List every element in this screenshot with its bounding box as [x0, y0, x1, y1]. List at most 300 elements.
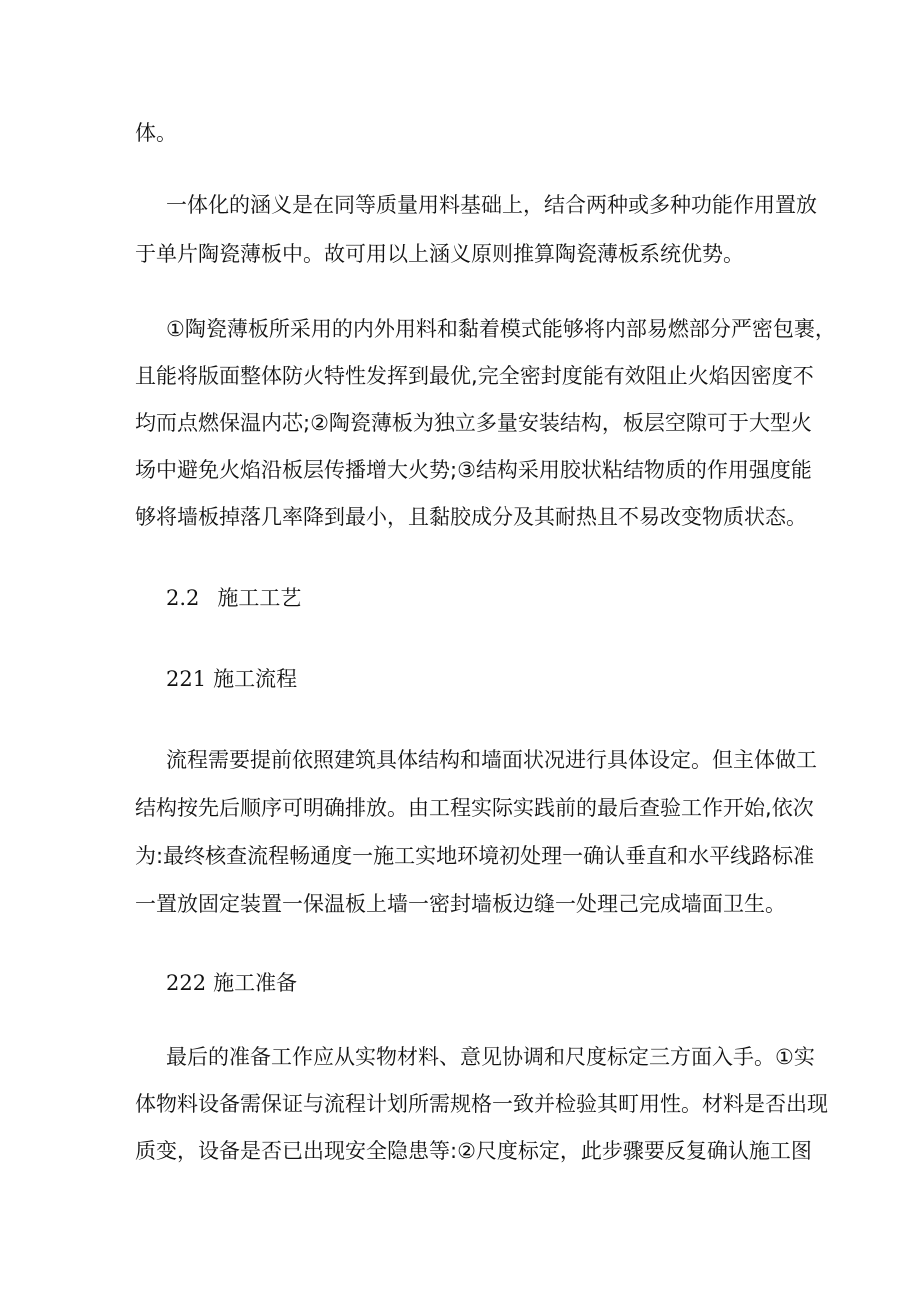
glyph: 认 [727, 1139, 749, 1163]
section-heading [0, 580, 920, 616]
glyph: 定 [538, 1139, 560, 1163]
glyph: ; [450, 458, 458, 482]
glyph: 部 [688, 317, 710, 341]
glyph: 流 [247, 844, 269, 868]
glyph: 建 [334, 748, 355, 772]
glyph: 面 [219, 364, 240, 388]
glyph: 度 [331, 844, 353, 868]
glyph: 性 [660, 1092, 681, 1116]
paragraph-line [0, 1086, 828, 1122]
glyph: 构 [496, 458, 518, 482]
glyph: 或 [628, 193, 649, 217]
glyph: 实 [471, 796, 492, 820]
glyph: 可 [706, 411, 728, 435]
glyph: 序 [261, 796, 282, 820]
paragraph-line: 一置放固定装置一保温板上墙一密封墙板边缝一处理己完成墙面卫生。 [135, 892, 786, 916]
glyph: 内 [604, 317, 626, 341]
glyph: , [765, 796, 772, 820]
glyph: 程 [345, 1092, 366, 1116]
glyph: 可 [282, 796, 303, 820]
glyph: 能 [541, 317, 563, 341]
glyph: 由 [408, 796, 429, 820]
glyph: 陶 [328, 411, 350, 435]
glyph: 用 [418, 193, 439, 217]
glyph: 陶 [184, 317, 206, 341]
glyph: 和 [436, 317, 458, 341]
glyph: 实 [793, 1045, 815, 1069]
glyph: 工 [429, 796, 450, 820]
glyph: 结 [544, 193, 565, 217]
glyph: 设 [198, 1139, 219, 1163]
glyph: 础 [481, 193, 502, 217]
glyph: 、 [439, 1045, 460, 1069]
glyph: 密 [519, 364, 541, 388]
paragraph-line: 于单片陶瓷薄板中。故可用以上涵义原则推算陶瓷薄板系统优势。 [135, 242, 744, 266]
glyph: 瓷 [349, 411, 371, 435]
glyph: 工 [271, 1045, 292, 1069]
glyph: 其 [597, 1092, 618, 1116]
glyph: 物 [643, 458, 665, 482]
glyph: 初 [499, 844, 521, 868]
glyph: ② [457, 1139, 476, 1163]
glyph: 点 [177, 411, 198, 435]
paragraph-line [0, 311, 836, 347]
glyph: 隐 [387, 1139, 408, 1163]
glyph: 大 [748, 411, 770, 435]
glyph: 流 [324, 1092, 345, 1116]
glyph: 尺 [565, 1045, 586, 1069]
glyph: 整 [240, 364, 261, 388]
glyph: 准 [793, 844, 815, 868]
glyph: 现 [807, 1092, 828, 1116]
glyph: 先 [198, 796, 219, 820]
glyph: 平 [709, 844, 731, 868]
glyph: 标 [517, 1139, 539, 1163]
glyph: 方 [670, 1045, 691, 1069]
glyph: 按 [177, 796, 198, 820]
glyph: 此 [580, 1139, 602, 1163]
glyph: 结 [418, 748, 439, 772]
glyph: 基 [460, 193, 481, 217]
glyph: 三 [649, 1045, 670, 1069]
glyph: 料 [723, 1092, 744, 1116]
glyph: 免 [198, 458, 219, 482]
glyph: 质 [135, 1139, 156, 1163]
glyph: 板 [282, 458, 303, 482]
glyph: 。 [681, 1092, 702, 1116]
glyph: 反 [664, 1139, 686, 1163]
glyph: 阻 [645, 364, 667, 388]
glyph: 的 [208, 1045, 229, 1069]
glyph: ， [814, 317, 836, 341]
glyph: 和 [460, 748, 481, 772]
glyph: 患 [408, 1139, 429, 1163]
glyph: ② [310, 411, 329, 435]
glyph: 行 [586, 748, 607, 772]
glyph: 全 [498, 364, 520, 388]
glyph: 燃 [667, 317, 689, 341]
glyph: 燃 [198, 411, 219, 435]
glyph: 前 [555, 796, 576, 820]
paragraph-line [0, 358, 814, 394]
glyph: 并 [534, 1092, 555, 1116]
glyph: 度 [561, 364, 583, 388]
glyph: 是 [744, 1092, 765, 1116]
glyph: 实 [415, 844, 437, 868]
glyph: 安 [345, 1139, 366, 1163]
glyph: 否 [261, 1139, 282, 1163]
glyph: 为 [412, 411, 434, 435]
glyph: 验 [576, 1092, 597, 1116]
glyph: 查 [639, 796, 660, 820]
glyph: 采 [289, 317, 311, 341]
glyph: 结 [475, 458, 497, 482]
glyph: 播 [345, 458, 366, 482]
glyph: 进 [565, 748, 586, 772]
glyph: 致 [513, 1092, 534, 1116]
glyph: 依 [771, 796, 793, 820]
glyph: 是 [292, 193, 313, 217]
glyph: 着 [478, 317, 500, 341]
glyph: 定 [628, 1045, 649, 1069]
glyph: 焰 [240, 458, 261, 482]
glyph: 型 [769, 411, 791, 435]
glyph: 意 [460, 1045, 481, 1069]
glyph: 胶 [559, 458, 581, 482]
glyph: : [450, 1139, 458, 1163]
glyph: 裹 [793, 317, 815, 341]
glyph: 见 [481, 1045, 502, 1069]
glyph: 结 [622, 458, 644, 482]
glyph: 体 [397, 748, 418, 772]
glyph: ① [166, 317, 185, 341]
glyph: 且 [135, 364, 156, 388]
glyph: 实 [355, 1045, 376, 1069]
glyph: 格 [471, 1092, 492, 1116]
glyph: 环 [457, 844, 479, 868]
glyph: ， [559, 1139, 581, 1163]
glyph: 外 [373, 317, 395, 341]
glyph: 核 [205, 844, 227, 868]
glyph: 体 [187, 193, 208, 217]
glyph: 程 [187, 748, 208, 772]
glyph: 。 [754, 1045, 775, 1069]
glyph: 传 [324, 458, 345, 482]
glyph: 大 [387, 458, 408, 482]
glyph: 筑 [355, 748, 376, 772]
glyph: 入 [712, 1045, 733, 1069]
glyph: 和 [544, 1045, 565, 1069]
glyph: 调 [523, 1045, 544, 1069]
glyph: 所 [268, 317, 290, 341]
glyph: 层 [303, 458, 324, 482]
glyph: 避 [177, 458, 198, 482]
glyph: 隙 [685, 411, 707, 435]
glyph: 止 [666, 364, 688, 388]
glyph: 体 [628, 748, 649, 772]
glyph: 而 [156, 411, 177, 435]
glyph: 状 [580, 458, 602, 482]
glyph: 需 [240, 1092, 261, 1116]
glyph: 前 [271, 748, 292, 772]
glyph: 薄 [370, 411, 392, 435]
glyph: 安 [517, 411, 539, 435]
glyph: 火 [408, 458, 429, 482]
glyph: 工 [394, 844, 416, 868]
glyph: ③ [457, 458, 476, 482]
glyph: 密 [750, 364, 772, 388]
glyph: 后 [187, 1045, 208, 1069]
glyph: 义 [271, 193, 292, 217]
glyph: 程 [450, 796, 471, 820]
subsection-heading [0, 965, 920, 1001]
glyph: 协 [502, 1045, 523, 1069]
glyph: 最 [597, 796, 618, 820]
glyph: 一 [562, 844, 584, 868]
glyph: 保 [261, 1092, 282, 1116]
glyph: 量 [397, 193, 418, 217]
glyph: 效 [624, 364, 646, 388]
glyph: 能 [790, 458, 812, 482]
glyph: 到 [408, 364, 429, 388]
glyph: 确 [706, 1139, 728, 1163]
glyph: 用 [310, 317, 332, 341]
glyph: 材 [397, 1045, 418, 1069]
glyph: 在 [313, 193, 334, 217]
glyph: 用 [727, 458, 749, 482]
glyph: 强 [748, 458, 770, 482]
paragraph-line [0, 742, 817, 778]
glyph: 为 [135, 844, 156, 868]
glyph: 一 [166, 193, 187, 217]
glyph: 出 [303, 1139, 324, 1163]
glyph: 始 [744, 796, 765, 820]
glyph: 。 [387, 796, 408, 820]
glyph: 物 [376, 1045, 397, 1069]
section-number: 2.2 [166, 586, 200, 610]
paragraph-carryover-line: 体。 [135, 121, 177, 145]
glyph: 度 [769, 458, 791, 482]
subsection-number: 222 [166, 971, 207, 995]
glyph: 多 [475, 411, 497, 435]
glyph: 黏 [457, 317, 479, 341]
glyph: 作 [292, 1045, 313, 1069]
glyph: 沿 [261, 458, 282, 482]
glyph: 体 [261, 364, 282, 388]
glyph: 所 [408, 1092, 429, 1116]
glyph: 度 [496, 1139, 518, 1163]
glyph: 易 [646, 317, 668, 341]
glyph: 密 [751, 317, 773, 341]
glyph: 应 [313, 1045, 334, 1069]
paragraph-line [0, 838, 815, 874]
subsection-heading [0, 661, 920, 697]
glyph: 用 [394, 317, 416, 341]
glyph: 步 [601, 1139, 623, 1163]
glyph: 够 [562, 317, 584, 341]
glyph: 一 [352, 844, 374, 868]
glyph: 温 [240, 411, 261, 435]
glyph: 施 [748, 1139, 770, 1163]
paragraph-line [0, 187, 817, 223]
glyph: 终 [184, 844, 206, 868]
glyph: 查 [226, 844, 248, 868]
glyph: 流 [166, 748, 187, 772]
glyph: 能 [582, 364, 604, 388]
glyph: 种 [670, 193, 691, 217]
glyph: 一 [492, 1092, 513, 1116]
paragraph-line [0, 790, 814, 826]
glyph: 工 [769, 1139, 791, 1163]
glyph: ， [601, 411, 623, 435]
paragraph-line [0, 452, 812, 488]
glyph: 的 [229, 193, 250, 217]
glyph: 路 [751, 844, 773, 868]
glyph: 将 [583, 317, 605, 341]
glyph: 用 [754, 193, 775, 217]
glyph: 质 [376, 193, 397, 217]
glyph: 线 [730, 844, 752, 868]
glyph: 保 [219, 411, 240, 435]
glyph: 垂 [625, 844, 647, 868]
glyph: 装 [538, 411, 560, 435]
glyph: 包 [772, 317, 794, 341]
glyph: 粘 [601, 458, 623, 482]
glyph: 做 [775, 748, 796, 772]
glyph: 备 [219, 1092, 240, 1116]
glyph: 作 [733, 193, 754, 217]
glyph: 计 [366, 1092, 387, 1116]
glyph: 火 [790, 411, 812, 435]
glyph: 用 [538, 458, 560, 482]
glyph: 置 [775, 193, 796, 217]
glyph: 火 [219, 458, 240, 482]
glyph: 板 [391, 411, 413, 435]
glyph: 照 [313, 748, 334, 772]
glyph: 的 [331, 317, 353, 341]
glyph: 墙 [481, 748, 502, 772]
glyph: 构 [580, 411, 602, 435]
glyph: 等 [429, 1139, 450, 1163]
glyph: 场 [135, 458, 156, 482]
glyph: ① [775, 1045, 794, 1069]
glyph: 量 [496, 411, 518, 435]
glyph: 骤 [622, 1139, 644, 1163]
glyph: 特 [324, 364, 345, 388]
glyph: 度 [586, 1045, 607, 1069]
glyph: 现 [324, 1139, 345, 1163]
glyph: ， [177, 1139, 198, 1163]
glyph: 料 [439, 193, 460, 217]
glyph: 提 [250, 748, 271, 772]
glyph: 明 [303, 796, 324, 820]
glyph: 设 [198, 1092, 219, 1116]
glyph: 主 [733, 748, 754, 772]
glyph: ， [523, 193, 544, 217]
glyph: 挥 [387, 364, 408, 388]
glyph: 具 [607, 748, 628, 772]
glyph: 需 [208, 748, 229, 772]
glyph: 分 [709, 317, 731, 341]
paragraph-line: 够将墙板掉落几率降到最小，且黏胶成分及其耐热且不易改变物质状态。 [135, 505, 807, 529]
glyph: 际 [492, 796, 513, 820]
glyph: 层 [643, 411, 665, 435]
glyph: 要 [229, 748, 250, 772]
glyph: 作 [706, 458, 728, 482]
glyph: 涵 [250, 193, 271, 217]
glyph: 因 [729, 364, 751, 388]
glyph: 性 [345, 364, 366, 388]
glyph: 火 [687, 364, 709, 388]
glyph: 地 [436, 844, 458, 868]
glyph: ; [303, 411, 311, 435]
glyph: 构 [439, 748, 460, 772]
glyph: 两 [586, 193, 607, 217]
glyph: 内 [261, 411, 282, 435]
glyph: 薄 [226, 317, 248, 341]
glyph: 将 [177, 364, 198, 388]
glyph: 内 [352, 317, 374, 341]
glyph: 准 [229, 1045, 250, 1069]
glyph: 芯 [282, 411, 303, 435]
glyph: 顺 [240, 796, 261, 820]
glyph: 均 [135, 411, 156, 435]
subsection-title: 施工流程 [213, 667, 298, 691]
glyph: 物 [156, 1092, 177, 1116]
glyph: 变 [156, 1139, 177, 1163]
glyph: 化 [208, 193, 229, 217]
glyph: 确 [583, 844, 605, 868]
glyph: 严 [730, 317, 752, 341]
glyph: 多 [649, 193, 670, 217]
glyph: 能 [156, 364, 177, 388]
glyph: 。 [691, 748, 712, 772]
glyph: 践 [534, 796, 555, 820]
glyph: 具 [376, 748, 397, 772]
paragraph-line [0, 1133, 812, 1169]
glyph: 工 [681, 796, 702, 820]
glyph: 备 [219, 1139, 240, 1163]
glyph: 功 [691, 193, 712, 217]
glyph: 板 [247, 317, 269, 341]
glyph: 焰 [708, 364, 730, 388]
glyph: 施 [373, 844, 395, 868]
glyph: 出 [786, 1092, 807, 1116]
glyph: 种 [607, 193, 628, 217]
glyph: 开 [723, 796, 744, 820]
glyph: 标 [772, 844, 794, 868]
glyph: 版 [198, 364, 219, 388]
glyph: 独 [433, 411, 455, 435]
glyph: 程 [268, 844, 290, 868]
glyph: 质 [664, 458, 686, 482]
glyph: 料 [177, 1092, 198, 1116]
glyph: 势 [429, 458, 450, 482]
glyph: 于 [727, 411, 749, 435]
glyph: 采 [517, 458, 539, 482]
glyph: 上 [502, 193, 523, 217]
glyph: 板 [622, 411, 644, 435]
glyph: 放 [796, 193, 817, 217]
glyph: 实 [513, 796, 534, 820]
glyph: 的 [685, 458, 707, 482]
glyph: 备 [250, 1045, 271, 1069]
glyph: 尺 [475, 1139, 497, 1163]
glyph: 同 [334, 193, 355, 217]
glyph: 标 [607, 1045, 628, 1069]
glyph: 材 [702, 1092, 723, 1116]
paragraph-line [0, 405, 812, 441]
